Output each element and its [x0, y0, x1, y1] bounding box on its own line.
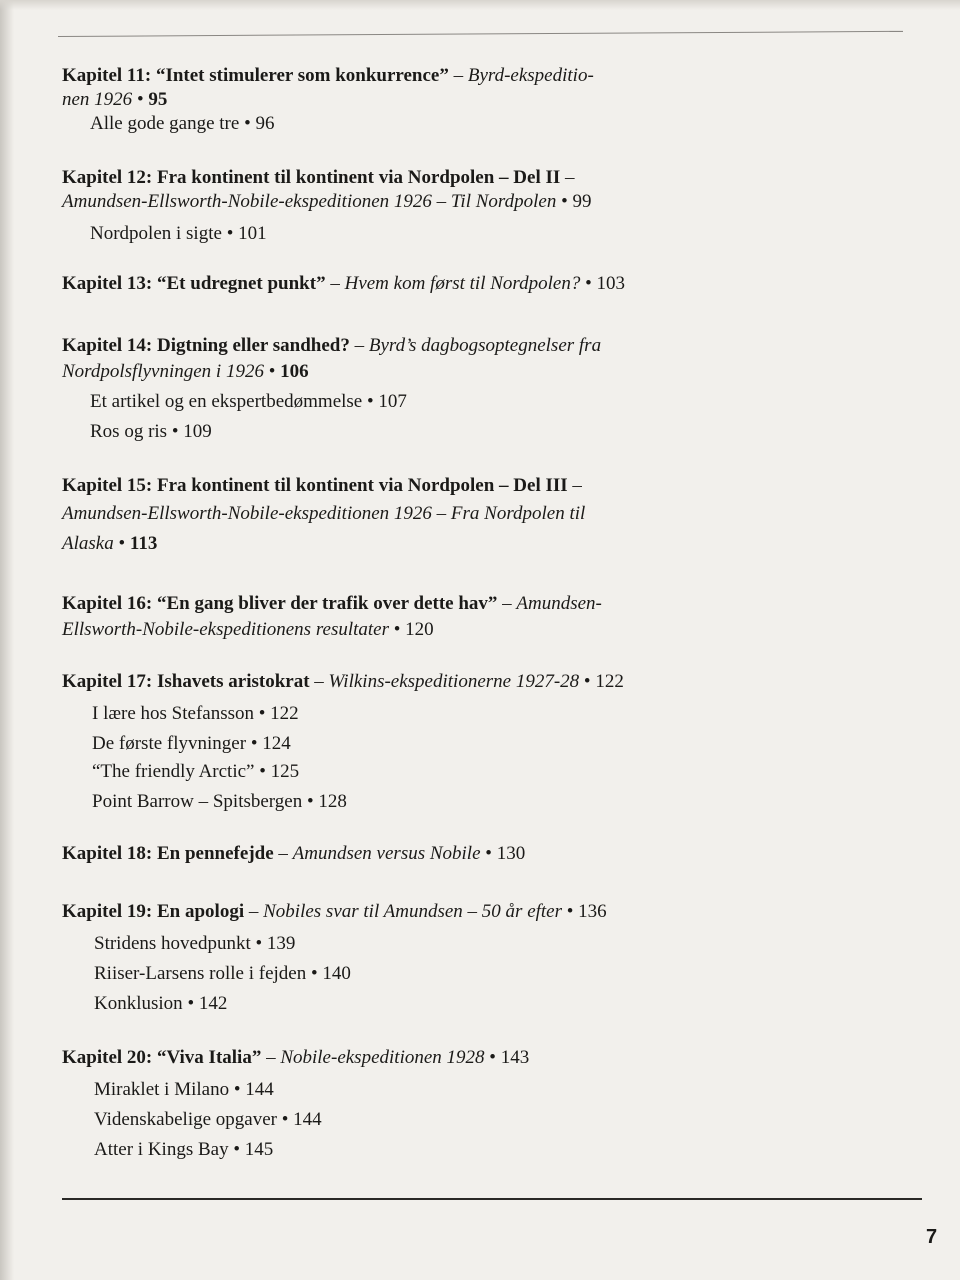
- bullet-separator: •: [263, 361, 281, 382]
- dash: –: [325, 273, 345, 294]
- chapter-subtitle: nen 1926: [62, 89, 133, 110]
- chapter-title: Fra kontinent til kontinent via Nordpolen – Del II: [157, 167, 561, 188]
- bullet-separator: •: [562, 901, 579, 922]
- page-ref: 95: [148, 89, 168, 110]
- page-ref: 122: [595, 671, 624, 692]
- section-title: Riiser-Larsens rolle i fejden: [94, 963, 307, 984]
- bullet-separator: •: [246, 733, 263, 754]
- page-ref: 128: [318, 791, 347, 812]
- chapter-17-heading: [62, 670, 624, 694]
- section-entry: [94, 932, 295, 956]
- section-entry: [92, 702, 299, 726]
- bottom-rule: [62, 1198, 922, 1200]
- chapter-title: En pennefejde: [157, 843, 274, 864]
- section-entry: [94, 1108, 322, 1132]
- section-title: Alle gode gange tre: [90, 113, 240, 134]
- dash: –: [567, 475, 582, 496]
- chapter-subtitle: Byrd’s dagbogsoptegnelser fra: [368, 335, 602, 356]
- section-entry: [94, 1078, 274, 1102]
- section-entry: [92, 760, 299, 784]
- chapter-16-continued: [62, 618, 434, 642]
- section-entry: [94, 992, 227, 1016]
- dash: –: [244, 901, 264, 922]
- section-title: Konklusion: [94, 993, 183, 1014]
- section-entry: [94, 1138, 273, 1162]
- bullet-separator: •: [250, 933, 267, 954]
- chapter-subtitle: Amundsen versus Nobile: [292, 843, 481, 864]
- chapter-label: Kapitel 20:: [62, 1047, 153, 1068]
- bullet-separator: •: [132, 89, 149, 110]
- chapter-14-continued: [62, 360, 309, 384]
- chapter-label: Kapitel 11:: [62, 65, 152, 86]
- page-ref: 139: [266, 933, 296, 954]
- bullet-separator: •: [302, 791, 319, 812]
- chapter-subtitle: Wilkins-ekspeditionerne 1927-28: [328, 671, 580, 692]
- chapter-label: Kapitel 15:: [62, 475, 153, 496]
- chapter-15-continued-2: [62, 532, 157, 556]
- page-ref: 122: [270, 703, 299, 724]
- page-ref: 130: [496, 843, 526, 864]
- section-title: Nordpolen i sigte: [90, 223, 222, 244]
- chapter-label: Kapitel 14:: [62, 335, 153, 356]
- chapter-subtitle: Nordpolsflyvningen i 1926: [62, 361, 264, 382]
- dash: –: [560, 167, 575, 188]
- page-ref: 106: [280, 361, 309, 382]
- page-ref: 113: [129, 533, 158, 554]
- page-ref: 120: [405, 619, 434, 640]
- chapter-15-continued: [62, 502, 585, 526]
- bullet-separator: •: [221, 223, 239, 244]
- chapter-11-continued: [62, 88, 167, 112]
- page-ref: 103: [596, 273, 625, 294]
- page-ref: 101: [238, 223, 267, 244]
- page-ref: 124: [262, 733, 291, 754]
- dash: –: [497, 593, 517, 614]
- section-title: Et artikel og en ekspertbedømmelse: [90, 391, 363, 412]
- page-ref: 144: [245, 1079, 274, 1100]
- bullet-separator: •: [362, 391, 379, 412]
- chapter-title: Ishavets aristokrat: [157, 671, 310, 692]
- section-title: Atter i Kings Bay: [94, 1139, 229, 1160]
- chapter-title: “En gang bliver der trafik over dette hav”: [157, 593, 498, 614]
- section-title: I lære hos Stefansson: [92, 703, 255, 724]
- page-ref: 125: [270, 761, 300, 782]
- section-title: “The friendly Arctic”: [92, 761, 255, 782]
- bullet-separator: •: [277, 1109, 294, 1130]
- bullet-separator: •: [580, 273, 597, 294]
- chapter-title: “Intet stimulerer som konkurrence”: [155, 65, 449, 86]
- page-ref: 109: [183, 421, 212, 442]
- page-ref: 107: [378, 391, 407, 412]
- chapter-subtitle: Hvem kom først til Nordpolen?: [344, 273, 581, 294]
- dash: –: [261, 1047, 281, 1068]
- bullet-separator: •: [254, 761, 271, 782]
- section-title: Point Barrow – Spitsbergen: [92, 791, 303, 812]
- chapter-label: Kapitel 19:: [62, 901, 153, 922]
- chapter-title: Digtning eller sandhed?: [157, 335, 350, 356]
- chapter-20-heading: [62, 1046, 529, 1070]
- bullet-separator: •: [480, 843, 497, 864]
- dash: –: [309, 671, 329, 692]
- chapter-14-heading: [62, 334, 601, 358]
- bullet-separator: •: [228, 1139, 245, 1160]
- page-ref: 144: [293, 1109, 322, 1130]
- bullet-separator: •: [113, 533, 130, 554]
- page-ref: 145: [244, 1139, 274, 1160]
- bullet-separator: •: [182, 993, 199, 1014]
- page-ref: 99: [572, 191, 592, 212]
- chapter-title: En apologi: [157, 901, 245, 922]
- chapter-label: Kapitel 18:: [62, 843, 153, 864]
- chapter-16-heading: [62, 592, 602, 616]
- chapter-label: Kapitel 16:: [62, 593, 153, 614]
- chapter-13-heading: [62, 272, 625, 296]
- section-title: Stridens hovedpunkt: [94, 933, 251, 954]
- page-ref: 140: [322, 963, 351, 984]
- section-entry: [94, 962, 351, 986]
- bullet-separator: •: [254, 703, 271, 724]
- section-entry: [90, 112, 274, 136]
- chapter-18-heading: [62, 842, 525, 866]
- chapter-19-heading: [62, 900, 607, 924]
- section-entry: [90, 222, 267, 246]
- section-title: Videnskabelige opgaver: [94, 1109, 277, 1130]
- chapter-subtitle: Alaska: [62, 533, 114, 554]
- chapter-12-continued: [62, 190, 591, 214]
- dash: –: [349, 335, 369, 356]
- chapter-subtitle: Amundsen-: [516, 593, 602, 614]
- dash: –: [273, 843, 293, 864]
- chapter-11-heading: [62, 64, 594, 88]
- section-entry: [90, 390, 407, 414]
- bullet-separator: •: [556, 191, 573, 212]
- chapter-subtitle: Amundsen-Ellsworth-Nobile-ekspeditionen 1926 – Fra Nordpolen til: [62, 503, 586, 524]
- page-ref: 143: [500, 1047, 530, 1068]
- section-title: De første flyvninger: [92, 733, 247, 754]
- chapter-title: “Et udregnet punkt”: [157, 273, 326, 294]
- section-entry: [92, 790, 347, 814]
- chapter-subtitle: Byrd-ekspeditio-: [467, 65, 594, 86]
- chapter-subtitle: Amundsen-Ellsworth-Nobile-ekspeditionen 1926 – Til Nordpolen: [62, 191, 557, 212]
- page-ref: 142: [198, 993, 228, 1014]
- bullet-separator: •: [167, 421, 184, 442]
- chapter-subtitle: Nobiles svar til Amundsen – 50 år efter: [263, 901, 563, 922]
- chapter-label: Kapitel 12:: [62, 167, 153, 188]
- section-title: Ros og ris: [90, 421, 168, 442]
- chapter-label: Kapitel 17:: [62, 671, 153, 692]
- bullet-separator: •: [484, 1047, 501, 1068]
- section-entry: [90, 420, 212, 444]
- chapter-subtitle: Nobile-ekspeditionen 1928: [280, 1047, 485, 1068]
- bullet-separator: •: [306, 963, 323, 984]
- chapter-label: Kapitel 13:: [62, 273, 153, 294]
- chapter-15-heading: [62, 474, 582, 498]
- page-number: 7: [926, 1226, 938, 1248]
- bullet-separator: •: [239, 113, 256, 134]
- chapter-title: Fra kontinent til kontinent via Nordpolen – Del III: [157, 475, 568, 496]
- chapter-12-heading: [62, 166, 575, 190]
- chapter-subtitle: Ellsworth-Nobile-ekspeditionens resultater: [62, 619, 390, 640]
- section-title: Miraklet i Milano: [94, 1079, 230, 1100]
- section-entry: [92, 732, 291, 756]
- bullet-separator: •: [229, 1079, 246, 1100]
- chapter-title: “Viva Italia”: [157, 1047, 262, 1068]
- page-ref: 136: [578, 901, 607, 922]
- page-ref: 96: [255, 113, 275, 134]
- bullet-separator: •: [579, 671, 596, 692]
- dash: –: [448, 65, 468, 86]
- bullet-separator: •: [389, 619, 406, 640]
